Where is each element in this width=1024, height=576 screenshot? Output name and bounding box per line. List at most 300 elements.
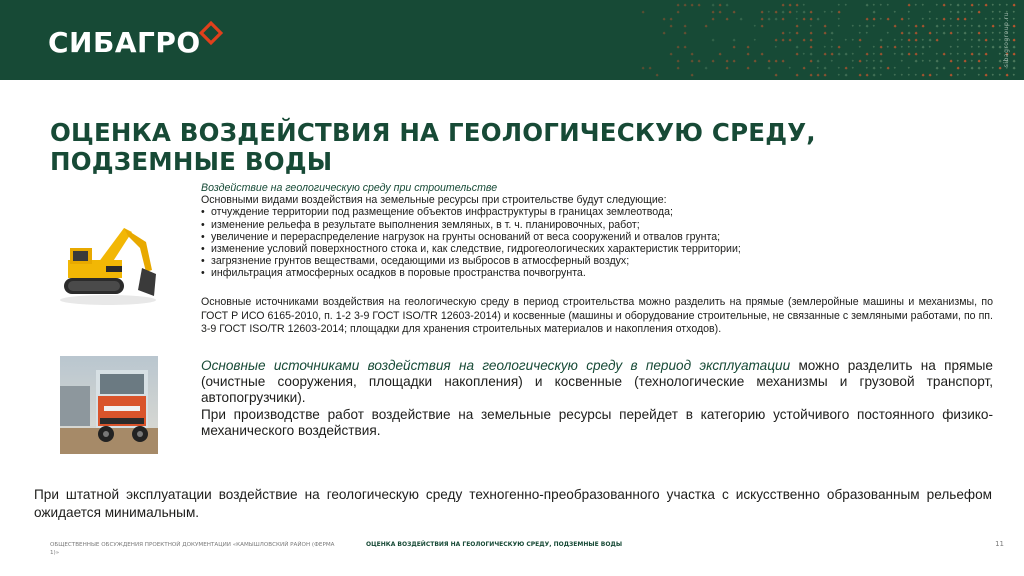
pattern-dot: [824, 11, 826, 13]
pattern-dot: [670, 53, 673, 56]
excavator-image: [58, 208, 158, 308]
pattern-dot: [803, 53, 805, 55]
pattern-dot: [985, 39, 988, 42]
pattern-dot: [936, 18, 938, 20]
pattern-dot: [873, 11, 876, 14]
pattern-dot: [761, 11, 764, 14]
pattern-dot: [691, 53, 694, 56]
pattern-dot: [789, 11, 792, 14]
pattern-dot: [1013, 67, 1016, 70]
pattern-dot: [985, 53, 988, 56]
pattern-dot: [719, 53, 722, 56]
pattern-dot: [908, 53, 911, 56]
pattern-dot: [894, 46, 897, 49]
pattern-dot: [782, 18, 785, 21]
pattern-dot: [922, 60, 924, 62]
pattern-dot: [733, 46, 736, 49]
pattern-dot: [908, 46, 910, 48]
pattern-dot: [712, 60, 715, 63]
diamond-logo-icon: [199, 21, 223, 45]
pattern-dot: [852, 25, 854, 27]
pattern-dot: [943, 67, 946, 70]
pattern-dot: [733, 60, 736, 63]
pattern-dot: [936, 67, 939, 70]
pattern-dot: [915, 32, 918, 35]
pattern-dot: [726, 60, 729, 63]
pattern-dot: [866, 60, 868, 62]
pattern-dot: [1013, 74, 1015, 76]
pattern-dot: [915, 74, 917, 76]
pattern-dot: [901, 74, 903, 76]
pattern-dot: [845, 4, 847, 6]
pattern-dot: [754, 25, 756, 27]
pattern-dot: [817, 18, 820, 21]
pattern-dot: [894, 39, 896, 41]
pattern-dot: [964, 67, 966, 69]
logo: [48, 22, 223, 62]
pattern-dot: [992, 25, 995, 28]
pattern-dot: [985, 60, 987, 62]
pattern-dot: [950, 53, 952, 55]
pattern-dot: [978, 32, 981, 35]
pattern-dot: [936, 39, 939, 42]
pattern-dot: [908, 39, 911, 42]
pattern-dot: [978, 60, 981, 63]
pattern-dot: [950, 60, 953, 63]
pattern-dot: [684, 25, 687, 28]
pattern-dot: [698, 60, 701, 63]
pattern-dot: [887, 4, 889, 6]
pattern-dot: [957, 4, 960, 7]
pattern-dot: [831, 60, 833, 62]
pattern-dot: [824, 74, 827, 77]
pattern-dot: [684, 32, 687, 35]
pattern-dot: [943, 25, 945, 27]
pattern-dot: [943, 32, 946, 35]
pattern-dot: [1006, 74, 1009, 77]
pattern-dot: [873, 74, 876, 77]
pattern-dot: [999, 32, 1001, 34]
pattern-dot: [978, 4, 980, 6]
pattern-dot: [782, 11, 785, 14]
pattern-dot: [831, 11, 833, 13]
pattern-dot: [831, 39, 833, 41]
pattern-dot: [894, 25, 897, 28]
pattern-dot: [796, 4, 799, 7]
list-item: • изменение рельефа в результате выполнения земляных, в т. ч. планировочных, работ;: [201, 219, 993, 231]
pattern-dot: [866, 53, 869, 56]
pattern-dot: [1013, 4, 1016, 7]
pattern-dot: [978, 74, 980, 76]
list-item: • увеличение и перераспределение нагрузок на грунты оснований от веса сооружений и отвалов грунта;: [201, 231, 993, 243]
pattern-dot: [992, 4, 994, 6]
pattern-dot: [838, 67, 840, 69]
pattern-dot: [684, 4, 687, 7]
pattern-dot: [922, 25, 925, 28]
pattern-dot: [908, 18, 910, 20]
pattern-dot: [929, 11, 931, 13]
pattern-dot: [964, 32, 967, 35]
pattern-dot: [1013, 32, 1015, 34]
construction-intro: Основными видами воздействия на земельные ресурсы при строительстве будут следующие:: [201, 194, 667, 207]
pattern-dot: [859, 60, 862, 63]
pattern-dot: [838, 11, 841, 14]
pattern-dot: [859, 39, 862, 42]
pattern-dot: [866, 25, 869, 28]
pattern-dot: [880, 74, 882, 76]
dot-pattern-decoration: [640, 0, 1020, 80]
pattern-dot: [992, 18, 994, 20]
pattern-dot: [950, 4, 952, 6]
pattern-dot: [691, 60, 694, 63]
pattern-dot: [845, 74, 848, 77]
pattern-dot: [957, 67, 960, 70]
pattern-dot: [880, 60, 883, 63]
pattern-dot: [663, 18, 666, 21]
pattern-dot: [1013, 60, 1016, 63]
pattern-dot: [754, 60, 757, 63]
pattern-dot: [866, 67, 868, 69]
pattern-dot: [971, 11, 973, 13]
pattern-dot: [838, 74, 840, 76]
pattern-dot: [915, 46, 917, 48]
construction-section: [201, 182, 993, 280]
pattern-dot: [999, 39, 1001, 41]
pattern-dot: [999, 74, 1001, 76]
pattern-dot: [789, 39, 792, 42]
pattern-dot: [831, 53, 834, 56]
pattern-dot: [971, 53, 974, 56]
pattern-dot: [901, 60, 903, 62]
pattern-dot: [873, 25, 875, 27]
pattern-dot: [873, 67, 876, 70]
pattern-dot: [957, 60, 959, 62]
pattern-dot: [817, 67, 819, 69]
operation-highlight: Основные источниками воздействия на геологическую среду в период эксплуатации: [201, 358, 791, 373]
pattern-dot: [810, 46, 813, 49]
pattern-dot: [971, 25, 973, 27]
logo-text: СИБАГРО: [48, 25, 201, 59]
pattern-dot: [950, 18, 952, 20]
pattern-dot: [866, 18, 869, 21]
pattern-dot: [922, 18, 924, 20]
pattern-dot: [803, 4, 805, 6]
pattern-dot: [901, 32, 904, 35]
pattern-dot: [803, 67, 806, 70]
pattern-dot: [796, 11, 798, 13]
pattern-dot: [922, 74, 925, 77]
pattern-dot: [824, 53, 827, 56]
pattern-dot: [873, 4, 875, 6]
pattern-dot: [852, 67, 854, 69]
pattern-dot: [866, 74, 869, 77]
pattern-dot: [957, 11, 960, 14]
list-item: • инфильтрация атмосферных осадков в поровые пространства почвогрунта.: [201, 267, 993, 279]
pattern-dot: [964, 4, 966, 6]
pattern-dot: [873, 46, 875, 48]
pattern-dot: [880, 67, 882, 69]
pattern-dot: [929, 32, 932, 35]
pattern-dot: [810, 32, 813, 35]
pattern-dot: [908, 25, 910, 27]
pattern-dot: [978, 53, 981, 56]
pattern-dot: [929, 46, 931, 48]
pattern-dot: [705, 25, 708, 28]
pattern-dot: [796, 32, 799, 35]
pattern-dot: [950, 46, 952, 48]
pattern-dot: [999, 53, 1001, 55]
pattern-dot: [964, 60, 967, 63]
pattern-dot: [901, 46, 903, 48]
pattern-dot: [978, 46, 980, 48]
pattern-dot: [775, 39, 778, 42]
pattern-dot: [950, 11, 952, 13]
pattern-dot: [964, 74, 966, 76]
pattern-dot: [964, 18, 967, 21]
pattern-dot: [964, 25, 966, 27]
pattern-dot: [908, 11, 910, 13]
pattern-dot: [1013, 11, 1015, 13]
pattern-dot: [999, 18, 1001, 20]
pattern-dot: [880, 53, 883, 56]
pattern-dot: [1006, 4, 1008, 6]
pattern-dot: [740, 18, 743, 21]
list-item: • отчуждение территории под размещение объектов инфраструктуры в границах землеотвода;: [201, 206, 993, 218]
pattern-dot: [985, 74, 988, 77]
pattern-dot: [929, 18, 931, 20]
pattern-dot: [789, 67, 791, 69]
pattern-dot: [845, 67, 848, 70]
pattern-dot: [761, 18, 764, 21]
pattern-dot: [824, 46, 826, 48]
pattern-dot: [1013, 46, 1016, 49]
pattern-dot: [985, 32, 987, 34]
pattern-dot: [950, 25, 952, 27]
pattern-dot: [642, 67, 645, 70]
pattern-dot: [873, 53, 875, 55]
pattern-dot: [810, 74, 813, 77]
pattern-dot: [859, 74, 862, 77]
pattern-dot: [845, 53, 848, 56]
pattern-dot: [838, 53, 841, 56]
pattern-dot: [999, 46, 1002, 49]
pattern-dot: [894, 67, 896, 69]
pattern-dot: [838, 46, 841, 49]
pattern-dot: [992, 46, 995, 49]
pattern-dot: [999, 60, 1002, 63]
pattern-dot: [936, 32, 938, 34]
operation-second: При производстве работ воздействие на земельные ресурсы перейдет в категорию устойчивого постоянного физико-механического воздействия.: [201, 406, 993, 438]
list-item: • изменение условий поверхностного стока и, как следствие, гидрогеологических характеристик территории;: [201, 243, 993, 255]
pattern-dot: [824, 32, 827, 35]
pattern-dot: [733, 11, 736, 14]
page-number: 11: [995, 540, 1004, 548]
pattern-dot: [810, 60, 813, 63]
pattern-dot: [747, 53, 750, 56]
pattern-dot: [922, 4, 924, 6]
pattern-dot: [712, 18, 715, 21]
pattern-dot: [908, 32, 911, 35]
pattern-dot: [901, 53, 904, 56]
pattern-dot: [971, 18, 973, 20]
pattern-dot: [838, 4, 840, 6]
footer-left: ОБЩЕСТВЕННЫЕ ОБСУЖДЕНИЯ ПРОЕКТНОЙ ДОКУМЕНТАЦИИ «КАМЫШЛОВСКИЙ РАЙОН (ФЕРМА 1)»: [50, 542, 335, 556]
pattern-dot: [992, 39, 994, 41]
pattern-dot: [698, 4, 701, 7]
pattern-dot: [775, 60, 778, 63]
pattern-dot: [936, 60, 939, 63]
pattern-dot: [852, 53, 854, 55]
construction-sources: Основные источниками воздействия на геологическую среду в период строительства можно разделить на прямые (землеройные машины и механизмы, по ГОСТ Р ИСО 6165-2010, п. 1-2 3-9 ГОСТ ISO/TR 12603-2014) и косвенные (машины и оборудование строительные, не связанные с земляными работами, по пп. 3-9 ГОСТ ISO/TR 12603-2014; площадки для хранения строительных материалов и накопления отходов).: [201, 296, 993, 336]
pattern-dot: [768, 11, 770, 13]
pattern-dot: [985, 46, 987, 48]
pattern-dot: [964, 11, 966, 13]
pattern-dot: [957, 18, 960, 21]
pattern-dot: [677, 4, 680, 7]
pattern-dot: [936, 74, 938, 76]
pattern-dot: [978, 67, 981, 70]
pattern-dot: [957, 53, 959, 55]
pattern-dot: [810, 39, 813, 42]
pattern-dot: [943, 18, 946, 21]
pattern-dot: [992, 32, 994, 34]
pattern-dot: [824, 25, 827, 28]
pattern-dot: [782, 4, 785, 7]
pattern-dot: [691, 4, 694, 7]
pattern-dot: [999, 67, 1002, 70]
pattern-dot: [1013, 18, 1015, 20]
pattern-dot: [810, 25, 812, 27]
pattern-dot: [887, 67, 890, 70]
pattern-dot: [929, 74, 932, 77]
pattern-dot: [775, 46, 777, 48]
pattern-dot: [971, 4, 974, 7]
pattern-dot: [957, 74, 959, 76]
pattern-dot: [943, 4, 946, 7]
pattern-dot: [768, 67, 771, 70]
pattern-dot: [747, 67, 750, 70]
pattern-dot: [859, 32, 861, 34]
pattern-dot: [1013, 39, 1016, 42]
pattern-dot: [775, 74, 778, 77]
pattern-dot: [936, 4, 938, 6]
pattern-dot: [670, 18, 673, 21]
pattern-dot: [929, 39, 932, 42]
pattern-dot: [677, 60, 680, 63]
pattern-dot: [796, 53, 799, 56]
pattern-dot: [859, 46, 861, 48]
pattern-dot: [747, 46, 750, 49]
pattern-dot: [726, 67, 729, 70]
pattern-dot: [684, 46, 687, 49]
pattern-dot: [971, 39, 973, 41]
pattern-dot: [880, 39, 883, 42]
pattern-dot: [978, 11, 981, 14]
pattern-dot: [1013, 53, 1016, 56]
pattern-dot: [845, 39, 847, 41]
pattern-dot: [789, 32, 791, 34]
pattern-dot: [796, 25, 799, 28]
pattern-dot: [950, 74, 953, 77]
pattern-dot: [726, 18, 729, 21]
pattern-dot: [817, 60, 820, 63]
pattern-dot: [992, 67, 994, 69]
pattern-dot: [677, 11, 680, 14]
pattern-dot: [999, 25, 1001, 27]
pattern-dot: [908, 67, 910, 69]
pattern-dot: [957, 39, 959, 41]
pattern-dot: [992, 74, 994, 76]
pattern-dot: [936, 25, 939, 28]
pattern-dot: [838, 18, 840, 20]
pattern-dot: [985, 67, 987, 69]
pattern-dot: [782, 32, 785, 35]
pattern-dot: [915, 25, 918, 28]
pattern-dot: [950, 32, 953, 35]
pattern-dot: [866, 4, 869, 7]
list-item: • загрязнение грунтов веществами, оседающими из выбросов в атмосферный воздух;: [201, 255, 993, 267]
pattern-dot: [656, 74, 659, 77]
pattern-dot: [768, 60, 771, 63]
pattern-dot: [719, 4, 722, 7]
pattern-dot: [810, 11, 813, 14]
pattern-dot: [880, 4, 882, 6]
truck-image: [60, 356, 158, 454]
pattern-dot: [992, 11, 994, 13]
pattern-dot: [901, 39, 903, 41]
pattern-dot: [887, 18, 890, 21]
conclusion-text: При штатной эксплуатации воздействие на геологическую среду техногенно-преобразованного участка с искусственно образованным рельефом ожидается минимальным.: [34, 487, 992, 520]
pattern-dot: [971, 46, 973, 48]
pattern-dot: [978, 39, 981, 42]
pattern-dot: [719, 11, 722, 14]
pattern-dot: [810, 18, 813, 21]
pattern-dot: [999, 11, 1001, 13]
pattern-dot: [803, 18, 806, 21]
pattern-dot: [677, 67, 680, 70]
pattern-dot: [803, 39, 806, 42]
pattern-dot: [649, 67, 652, 70]
pattern-dot: [922, 39, 924, 41]
pattern-dot: [964, 39, 966, 41]
footer-title: ОЦЕНКА ВОЗДЕЙСТВИЯ НА ГЕОЛОГИЧЕСКУЮ СРЕДУ, ПОДЗЕМНЫЕ ВОДЫ: [366, 541, 623, 548]
pattern-dot: [985, 25, 987, 27]
pattern-dot: [691, 74, 694, 77]
pattern-dot: [1013, 25, 1016, 28]
pattern-dot: [803, 11, 806, 14]
pattern-dot: [761, 25, 764, 28]
pattern-dot: [831, 46, 833, 48]
pattern-dot: [922, 53, 924, 55]
operation-section: [201, 358, 993, 439]
pattern-dot: [957, 25, 959, 27]
pattern-dot: [943, 53, 946, 56]
pattern-dot: [908, 4, 911, 7]
pattern-dot: [768, 18, 771, 21]
pattern-dot: [915, 60, 918, 63]
pattern-dot: [957, 46, 959, 48]
pattern-dot: [775, 18, 778, 21]
pattern-dot: [824, 67, 827, 70]
header-bar: [0, 0, 1024, 80]
pattern-dot: [880, 18, 882, 20]
pattern-dot: [971, 32, 973, 34]
pattern-dot: [852, 60, 854, 62]
pattern-dot: [852, 39, 854, 41]
pattern-dot: [887, 46, 889, 48]
pattern-dot: [964, 53, 966, 55]
pattern-dot: [670, 25, 673, 28]
